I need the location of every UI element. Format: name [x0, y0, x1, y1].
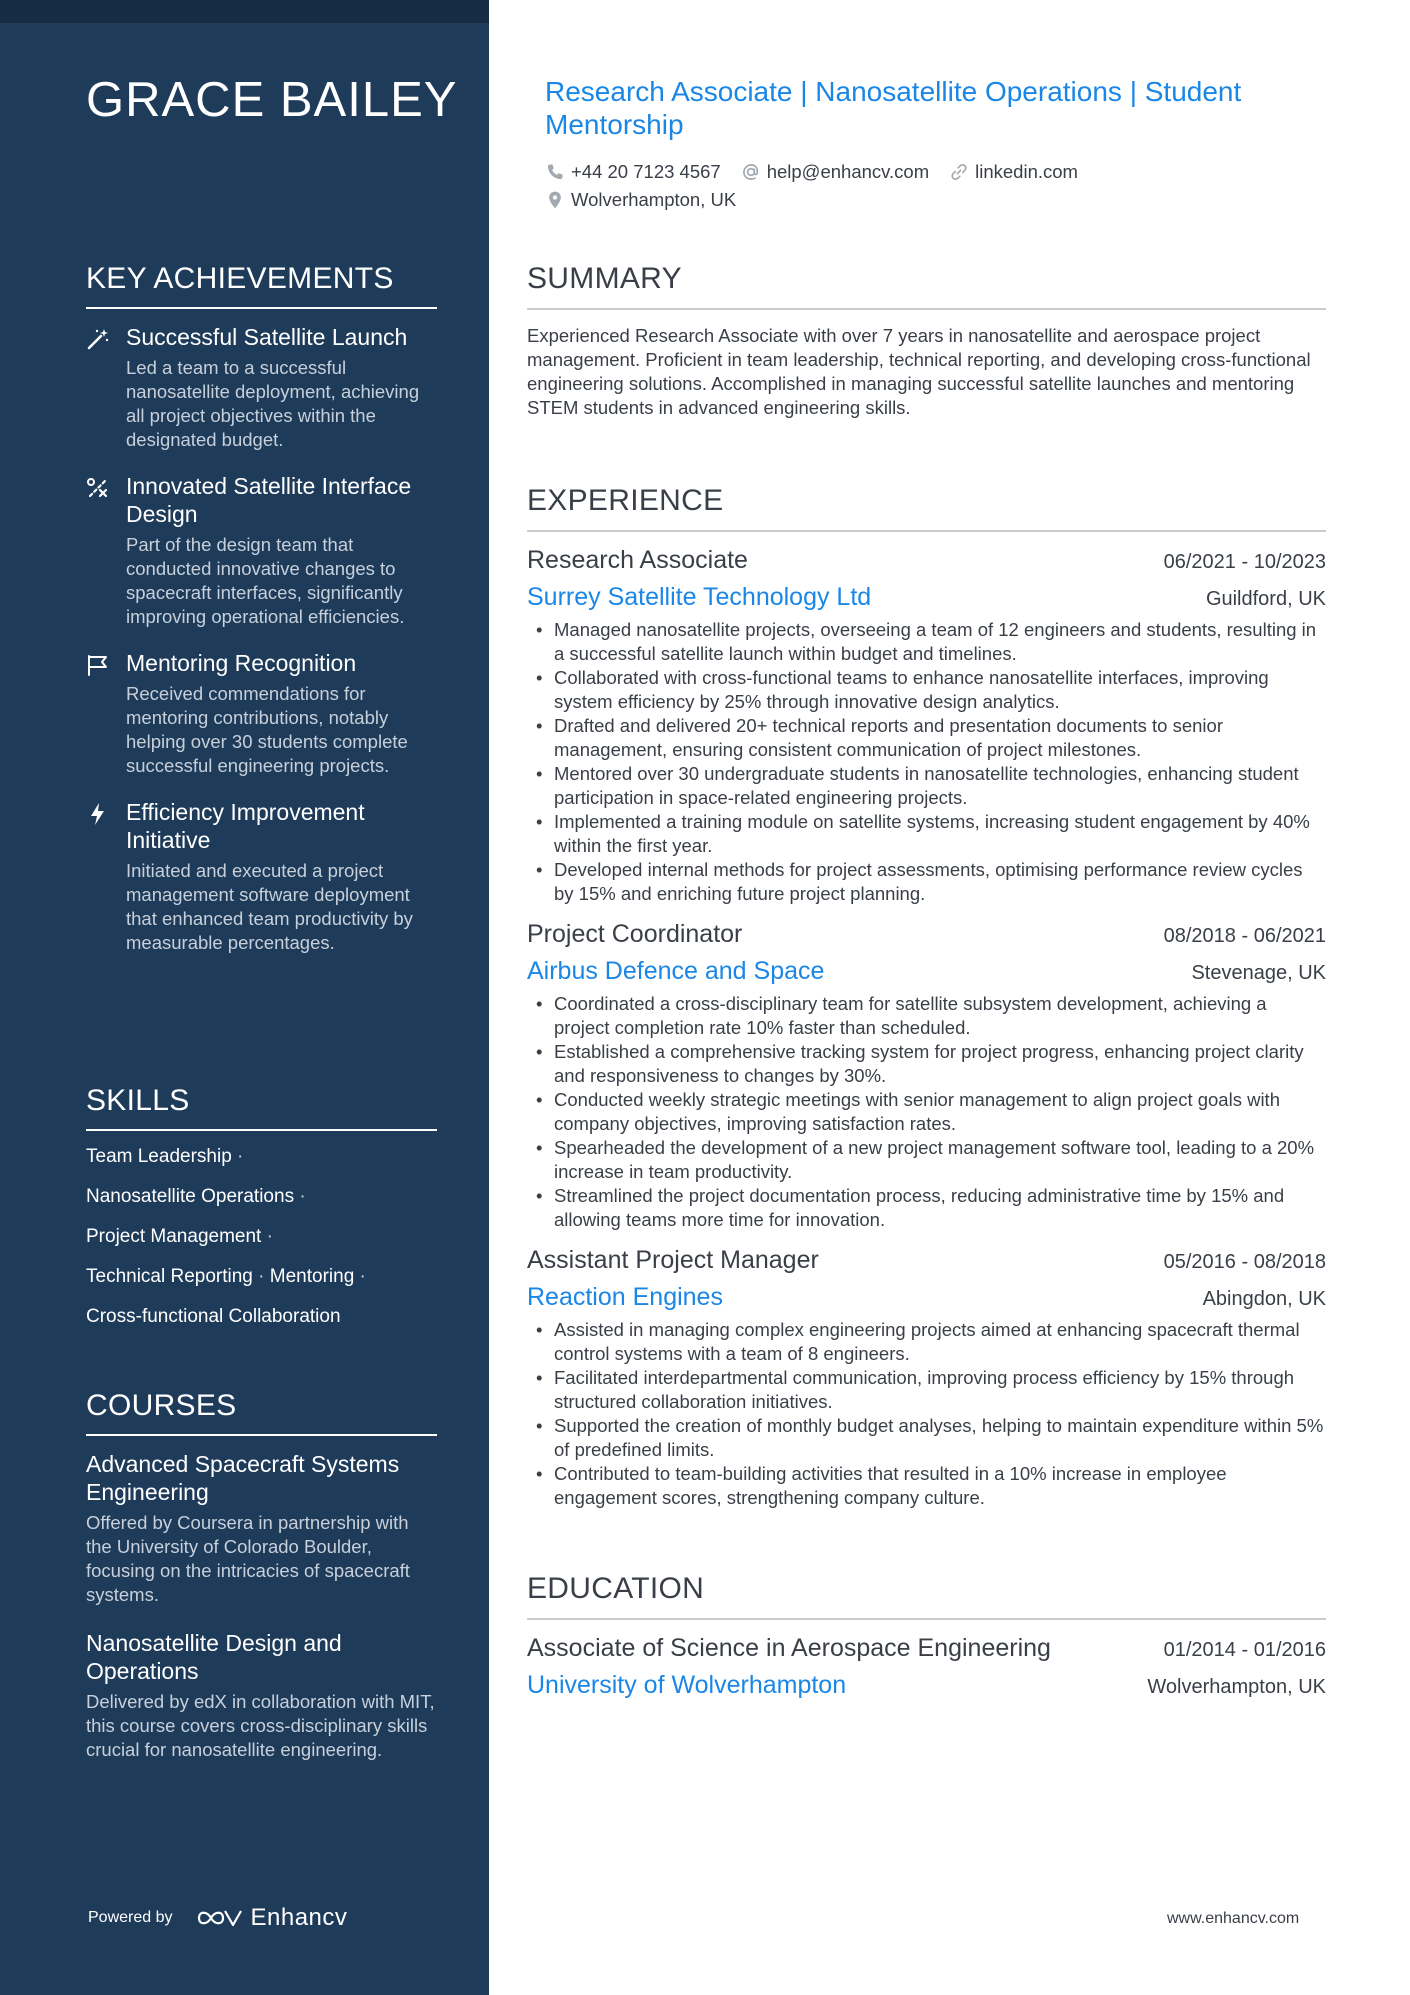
summary-text: Experienced Research Associate with over 7 years in nanosatellite and aerospace project management. Proficient in team leadership, technical reporting, and developing cross-functional engineering solutions. Accomplished in managing successful satellite launches and mentoring STEM students in advanced engineering skills. — [527, 325, 1311, 418]
skill-line — [86, 1305, 437, 1329]
bolt-icon — [86, 802, 110, 826]
job-location: Abingdon, UK — [1202, 1288, 1326, 1310]
job-bullet: • Managed nanosatellite projects, overseeing a team of 12 engineers and students, resulting in a successful satellite launch within budget and timelines. — [527, 618, 1326, 666]
skill-tag: Project Management — [86, 1226, 262, 1247]
achievement-item — [86, 649, 437, 778]
enhancv-logo[interactable] — [197, 1904, 348, 1932]
job-location: Guildford, UK — [1205, 588, 1326, 610]
achievement-description: Initiated and executed a project management software deployment that enhanced team productivity by measurable percentages. — [126, 860, 413, 953]
contact-location — [545, 189, 736, 211]
key-achievements-heading: KEY ACHIEVEMENTS — [86, 262, 437, 309]
education-entry — [527, 1634, 1326, 1700]
enhancv-logo-icon — [197, 1907, 243, 1929]
job-bullets — [527, 992, 1326, 1232]
school-name[interactable]: University of Wolverhampton — [527, 1671, 847, 1699]
education-location: Wolverhampton, UK — [1147, 1676, 1326, 1698]
achievement-item — [86, 472, 437, 629]
course-item — [86, 1450, 437, 1607]
skill-separator: · — [258, 1266, 265, 1287]
sidebar — [0, 0, 489, 1995]
achievement-item — [86, 323, 437, 452]
skill-separator: · — [266, 1226, 273, 1247]
job-location: Stevenage, UK — [1191, 962, 1326, 984]
education-heading: EDUCATION — [527, 1572, 1326, 1620]
route-icon — [86, 476, 110, 500]
skill-separator: · — [299, 1186, 306, 1207]
skill-line — [86, 1185, 437, 1209]
courses-heading: COURSES — [86, 1389, 437, 1436]
link-icon — [949, 162, 969, 182]
contact-phone[interactable] — [545, 161, 721, 183]
achievement-description: Part of the design team that conducted innovative changes to spacecraft interfaces, significantly improving operational efficiencies. — [126, 534, 405, 627]
skill-separator: · — [359, 1266, 366, 1287]
location-pin-icon — [545, 190, 565, 210]
achievement-description: Led a team to a successful nanosatellite deployment, achieving all project objectives within the designated budget. — [126, 357, 420, 450]
skills-heading: SKILLS — [86, 1084, 437, 1131]
location-text: Wolverhampton, UK — [571, 189, 737, 210]
contact-linkedin[interactable] — [949, 161, 1078, 183]
achievement-title: Mentoring Recognition — [126, 650, 357, 676]
phone-icon — [545, 162, 565, 182]
at-icon — [741, 162, 761, 182]
magic-wand-icon — [86, 327, 110, 351]
flag-icon — [86, 653, 110, 677]
job-company[interactable]: Reaction Engines — [527, 1283, 723, 1311]
education-section — [527, 1572, 1326, 1700]
key-achievements-section — [86, 262, 437, 975]
skill-line — [86, 1265, 437, 1289]
job-entry — [527, 1246, 1326, 1510]
achievement-title: Innovated Satellite Interface Design — [126, 473, 412, 527]
candidate-name: GRACE BAILEY — [86, 73, 458, 127]
job-bullet: • Supported the creation of monthly budget analyses, helping to maintain expenditure within 5% of predefined limits. — [527, 1414, 1326, 1462]
summary-heading: SUMMARY — [527, 262, 1326, 310]
footer-url[interactable]: www.enhancv.com — [1167, 1910, 1300, 1927]
skill-line — [86, 1225, 437, 1249]
job-bullet: • Contributed to team-building activities that resulted in a 10% increase in employee engagement scores, strengthening company culture. — [527, 1462, 1326, 1510]
courses-section — [86, 1389, 437, 1784]
contact-info — [545, 158, 1305, 214]
experience-section — [527, 484, 1326, 1510]
skill-tag: Cross-functional Collaboration — [86, 1306, 341, 1327]
course-title: Advanced Spacecraft Systems Engineering — [86, 1451, 400, 1505]
job-bullet: • Assisted in managing complex engineering projects aimed at enhancing spacecraft thermal control systems with a team of 8 engineers. — [527, 1318, 1326, 1366]
job-company[interactable]: Airbus Defence and Space — [527, 957, 825, 985]
skill-line — [86, 1145, 437, 1169]
job-bullet: • Coordinated a cross-disciplinary team for satellite subsystem development, achieving a project completion rate 10% faster than scheduled. — [527, 992, 1326, 1040]
summary-section — [527, 262, 1326, 420]
achievement-description: Received commendations for mentoring contributions, notably helping over 30 students complete successful engineering projects. — [126, 683, 408, 776]
powered-by — [88, 1904, 347, 1932]
course-description: Delivered by edX in collaboration with MIT, this course covers cross-disciplinary skills crucial for nanosatellite engineering. — [86, 1691, 435, 1760]
email-text: help@enhancv.com — [766, 161, 930, 182]
job-bullet: • Implemented a training module on satellite systems, increasing student engagement by 40% within the first year. — [527, 810, 1326, 858]
job-dates: 05/2016 - 08/2018 — [1163, 1251, 1326, 1273]
phone-text: +44 20 7123 4567 — [571, 161, 721, 182]
course-title: Nanosatellite Design and Operations — [86, 1630, 342, 1684]
skill-tag: Technical Reporting — [86, 1266, 253, 1287]
course-description: Offered by Coursera in partnership with the University of Colorado Boulder, focusing on the intricacies of spacecraft systems. — [86, 1512, 410, 1605]
job-entry — [527, 546, 1326, 906]
job-bullet: • Streamlined the project documentation process, reducing administrative time by 15% and allowing teams more time for innovation. — [527, 1184, 1326, 1232]
headline: Research Associate | Nanosatellite Operations | Student Mentorship — [545, 76, 1242, 140]
experience-heading: EXPERIENCE — [527, 484, 1326, 532]
achievement-title: Efficiency Improvement Initiative — [126, 799, 365, 853]
job-title: Project Coordinator — [527, 920, 743, 948]
job-bullets — [527, 618, 1326, 906]
job-bullet: • Spearheaded the development of a new project management software tool, leading to a 20% increase in team productivity. — [527, 1136, 1326, 1184]
job-bullet: • Drafted and delivered 20+ technical reports and presentation documents to senior management, ensuring consistent communication of project milestones. — [527, 714, 1326, 762]
skills-section — [86, 1084, 437, 1345]
achievement-title: Successful Satellite Launch — [126, 324, 408, 350]
job-bullet: • Mentored over 30 undergraduate students in nanosatellite technologies, enhancing student participation in space-related engineering projects. — [527, 762, 1326, 810]
job-company[interactable]: Surrey Satellite Technology Ltd — [527, 583, 872, 611]
job-bullet: • Collaborated with cross-functional teams to enhance nanosatellite interfaces, improving system efficiency by 25% through innovative design analytics. — [527, 666, 1326, 714]
job-bullet: • Established a comprehensive tracking system for project progress, enhancing project clarity and responsiveness to changes by 30%. — [527, 1040, 1326, 1088]
achievement-item — [86, 798, 437, 955]
job-dates: 08/2018 - 06/2021 — [1163, 925, 1326, 947]
course-item — [86, 1629, 437, 1762]
job-entry — [527, 920, 1326, 1232]
sidebar-top-bar — [0, 0, 489, 23]
job-bullet: • Facilitated interdepartmental communication, improving process efficiency by 15% through structured collaboration initiatives. — [527, 1366, 1326, 1414]
skill-tag: Mentoring — [269, 1266, 355, 1287]
job-bullet: • Conducted weekly strategic meetings with senior management to align project goals with company objectives, improving satisfaction rates. — [527, 1088, 1326, 1136]
job-title: Assistant Project Manager — [527, 1246, 819, 1274]
skill-separator: · — [237, 1146, 244, 1167]
job-bullets — [527, 1318, 1326, 1510]
enhancv-logo-text: Enhancv — [250, 1904, 348, 1931]
powered-by-label: Powered by — [88, 1909, 173, 1926]
job-title: Research Associate — [527, 546, 748, 574]
linkedin-text: linkedin.com — [975, 161, 1078, 182]
job-dates: 06/2021 - 10/2023 — [1163, 551, 1326, 573]
skill-tag: Team Leadership — [86, 1146, 232, 1167]
education-dates: 01/2014 - 01/2016 — [1163, 1639, 1326, 1661]
skill-tag: Nanosatellite Operations — [86, 1186, 295, 1207]
job-bullet: • Developed internal methods for project assessments, optimising performance review cycles by 15% and enriching future project planning. — [527, 858, 1326, 906]
contact-email[interactable] — [741, 161, 929, 183]
degree-title: Associate of Science in Aerospace Engineering — [527, 1634, 1051, 1662]
